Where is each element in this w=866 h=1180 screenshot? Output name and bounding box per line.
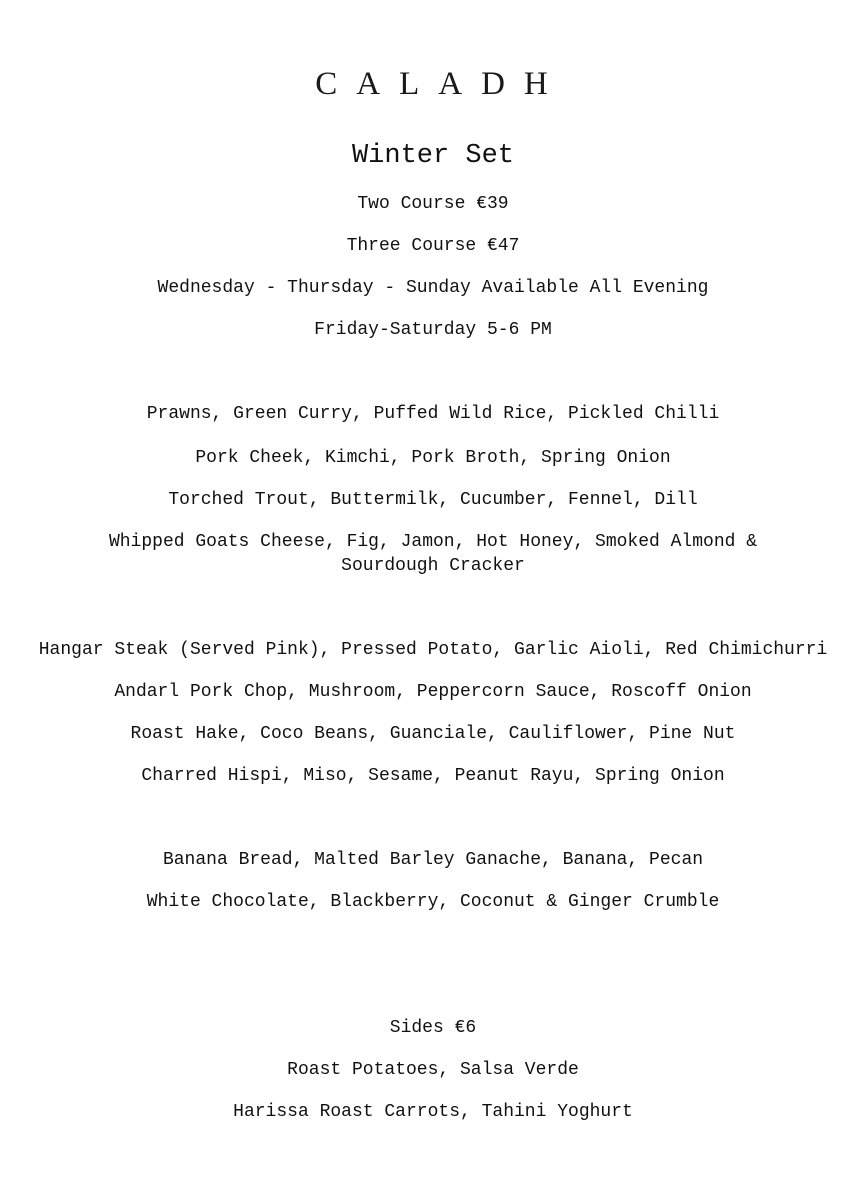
price-two-course: Two Course €39 bbox=[357, 194, 509, 214]
main-item: Hangar Steak (Served Pink), Pressed Potato, Garlic Aioli, Red Chimichurri bbox=[38, 640, 828, 660]
price-three-course: Three Course €47 bbox=[346, 236, 520, 256]
restaurant-logo: CALADH bbox=[315, 66, 567, 102]
availability-weekend: Friday-Saturday 5-6 PM bbox=[314, 320, 552, 340]
side-item: Roast Potatoes, Salsa Verde bbox=[287, 1060, 579, 1080]
dessert-item: White Chocolate, Blackberry, Coconut & Ginger Crumble bbox=[146, 892, 720, 912]
availability-weekdays: Wednesday - Thursday - Sunday Available All Evening bbox=[157, 278, 709, 298]
starter-item: Pork Cheek, Kimchi, Pork Broth, Spring Onion bbox=[195, 448, 671, 468]
starter-item: Whipped Goats Cheese, Fig, Jamon, Hot Honey, Smoked Almond & Sourdough Cracker bbox=[108, 532, 758, 576]
dessert-item: Banana Bread, Malted Barley Ganache, Banana, Pecan bbox=[162, 850, 704, 870]
main-item: Charred Hispi, Miso, Sesame, Peanut Rayu, Spring Onion bbox=[141, 766, 725, 786]
main-item: Andarl Pork Chop, Mushroom, Peppercorn Sauce, Roscoff Onion bbox=[114, 682, 752, 702]
starter-item: Prawns, Green Curry, Puffed Wild Rice, Pickled Chilli bbox=[146, 404, 720, 424]
main-item: Roast Hake, Coco Beans, Guanciale, Cauliflower, Pine Nut bbox=[130, 724, 736, 744]
sides-heading: Sides €6 bbox=[389, 1018, 477, 1038]
starter-item: Torched Trout, Buttermilk, Cucumber, Fennel, Dill bbox=[168, 490, 698, 510]
menu-title: Winter Set bbox=[351, 141, 515, 171]
side-item: Harissa Roast Carrots, Tahini Yoghurt bbox=[233, 1102, 633, 1122]
